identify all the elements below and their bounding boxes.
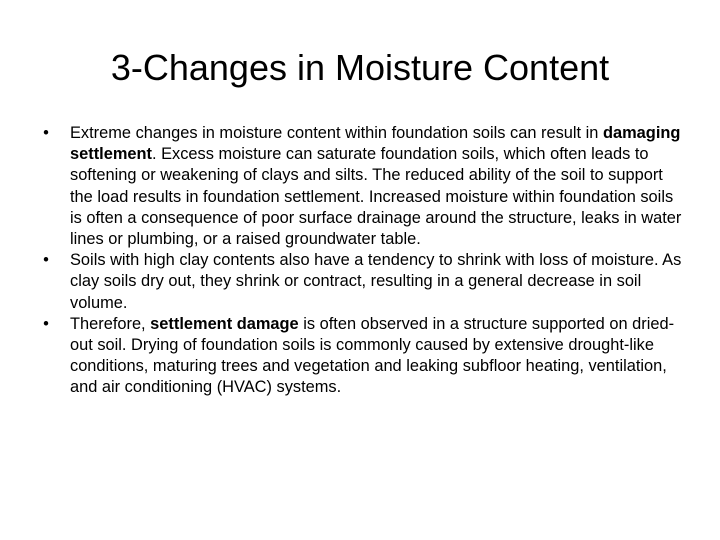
bullet-text-before: Therefore,	[70, 314, 151, 333]
bullet-item	[36, 123, 686, 250]
slide-title: 3-Changes in Moisture Content	[110, 47, 610, 88]
bullet-text-after: . Excess moisture can saturate foundation soils, which often leads to softening or weakening of clays and silts. The reduced ability of the soil to support the load results in foundation settlement. Increased moisture within foundation soils is often a consequence of poor surface drainage around the structure, leaks in water lines or plumbing, or a raised groundwater table.	[70, 145, 682, 249]
bullet-dot-icon: •	[43, 251, 49, 270]
bullet-item	[36, 250, 686, 314]
bullet-text-before: Extreme changes in moisture content within foundation soils can result in	[70, 124, 603, 142]
bullet-text-before: Soils with high clay contents also have a tendency to shrink with loss of moisture. As clay soils dry out, they shrink or contract, resulting in a general decrease in soil volume.	[70, 251, 682, 312]
bullet-text-bold: damaging settlement	[70, 124, 681, 164]
bullet-dot-icon: •	[43, 314, 49, 333]
bullet-item	[36, 314, 686, 399]
bullet-text-after: is often observed in a structure supported on dried-out soil. Drying of foundation soils is commonly caused by extensive drought-like conditions, maturing trees and vegetation and leaking subfloor heating, ventilation, and air conditioning (HVAC) systems.	[70, 314, 675, 397]
bullet-text-bold: settlement damage	[150, 314, 299, 333]
bullet-list	[36, 123, 686, 399]
bullet-dot-icon: •	[43, 124, 49, 142]
